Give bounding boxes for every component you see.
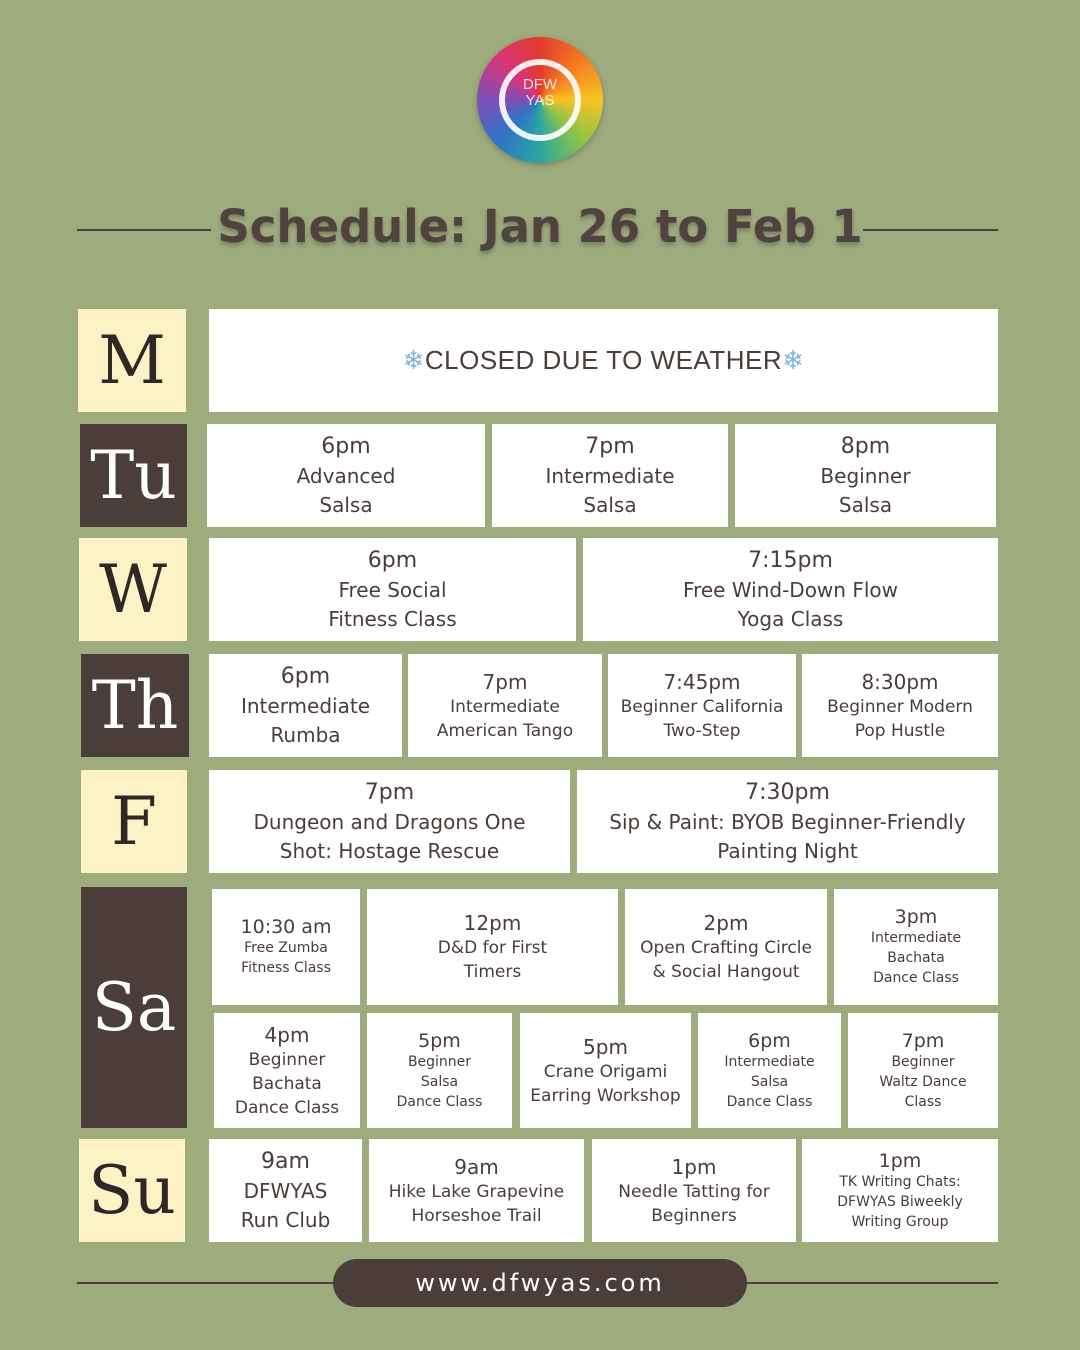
event-time: 7pm xyxy=(482,669,528,694)
event-title-line: Salsa xyxy=(838,492,893,517)
event-title-line: Writing Group xyxy=(851,1213,949,1230)
event-cell xyxy=(369,1139,584,1242)
website-link[interactable]: www.dfwyas.com xyxy=(333,1259,747,1307)
event-title-line: Beginner California xyxy=(620,696,784,717)
event-time: 8pm xyxy=(840,433,891,459)
day-label-saturday: Sa xyxy=(81,887,187,1128)
snowflake-icon: ❄ xyxy=(782,345,805,375)
event-cell xyxy=(802,1139,998,1242)
event-title-line: Intermediate xyxy=(870,930,962,946)
event-title-line: Beginner xyxy=(891,1053,955,1070)
event-title-line: & Social Hangout xyxy=(652,962,800,982)
event-cell xyxy=(209,770,570,873)
event-title-line: Intermediate xyxy=(450,696,560,717)
monday-closed-cell xyxy=(209,309,998,412)
event-title-line: Salsa xyxy=(750,1073,789,1090)
event-cell xyxy=(408,654,602,757)
event-time: 2pm xyxy=(703,911,749,935)
event-title-line: Timers xyxy=(463,962,522,982)
event-time: 7pm xyxy=(901,1029,945,1052)
event-time: 3pm xyxy=(894,906,938,928)
event-title-line: Intermediate xyxy=(545,463,675,488)
event-title-line: Salsa xyxy=(319,492,373,517)
event-time: 7:15pm xyxy=(748,547,833,573)
event-cell xyxy=(625,889,827,1005)
event-time: 7:45pm xyxy=(663,669,741,694)
event-title-line: Crane Origami xyxy=(543,1061,668,1082)
event-title-line: Salsa xyxy=(583,492,637,517)
event-title-line: Bachata xyxy=(252,1073,322,1094)
event-time: 7:30pm xyxy=(745,779,830,805)
event-time: 6pm xyxy=(367,547,418,573)
event-time: 6pm xyxy=(748,1029,791,1052)
event-title-line: Free Social xyxy=(338,577,447,602)
event-title-line: D&D for First xyxy=(437,938,548,958)
event-title-line: Yoga Class xyxy=(737,606,844,631)
event-time: 12pm xyxy=(463,911,522,935)
day-label-thursday: Th xyxy=(81,654,189,757)
event-title-line: Dance Class xyxy=(726,1093,813,1110)
event-title-line: Hike Lake Grapevine xyxy=(388,1181,565,1202)
event-title-line: Bachata xyxy=(887,950,945,966)
event-cell xyxy=(608,654,796,757)
event-time: 9am xyxy=(454,1154,499,1179)
closed-notice xyxy=(403,345,805,376)
event-cell xyxy=(207,424,485,527)
event-cell xyxy=(209,1139,362,1242)
event-title-line: Beginner xyxy=(407,1053,472,1070)
event-title-line: Class xyxy=(904,1093,942,1110)
day-label-monday: M xyxy=(78,309,186,412)
closed-text: CLOSED DUE TO WEATHER xyxy=(424,345,783,375)
event-title-line: Run Club xyxy=(240,1207,331,1232)
event-title-line: Intermediate xyxy=(240,693,371,718)
event-title-line: Intermediate xyxy=(724,1053,815,1070)
event-title-line: Horseshoe Trail xyxy=(411,1205,542,1226)
event-time: 5pm xyxy=(418,1029,461,1052)
event-title-line: Fitness Class xyxy=(241,960,331,976)
event-title-line: Beginners xyxy=(651,1205,737,1226)
event-cell xyxy=(209,654,402,757)
event-title-line: Beginner xyxy=(820,463,911,488)
event-cell xyxy=(492,424,728,527)
day-label-wednesday: W xyxy=(79,538,187,641)
event-cell xyxy=(209,538,576,641)
day-label-tuesday: Tu xyxy=(80,424,187,527)
event-cell xyxy=(592,1139,796,1242)
event-title-line: Dance Class xyxy=(234,1097,340,1118)
event-title-line: Rumba xyxy=(270,722,341,747)
event-cell xyxy=(735,424,996,527)
event-time: 1pm xyxy=(878,1149,922,1172)
event-cell xyxy=(520,1013,691,1128)
logo-text-line1: DFW xyxy=(522,76,558,93)
event-title-line: DFWYAS Biweekly xyxy=(837,1193,963,1210)
event-time: 7pm xyxy=(364,779,415,805)
event-time: 6pm xyxy=(280,663,331,689)
event-cell xyxy=(214,1013,360,1128)
event-title-line: Earring Workshop xyxy=(530,1085,681,1106)
snowflake-icon: ❄ xyxy=(402,345,425,375)
event-time: 10:30 am xyxy=(240,916,332,938)
event-title-line: Beginner Modern xyxy=(827,696,973,717)
event-time: 6pm xyxy=(321,433,371,459)
event-title-line: Salsa xyxy=(420,1073,459,1090)
event-title-line: Dance Class xyxy=(396,1093,483,1110)
event-title-line: Shot: Hostage Rescue xyxy=(279,838,500,863)
logo-text-line2: YAS xyxy=(525,92,555,109)
event-title-line: Pop Hustle xyxy=(854,720,946,741)
footer-right-divider xyxy=(743,1282,998,1284)
event-cell xyxy=(848,1013,998,1128)
event-time: 1pm xyxy=(671,1154,717,1179)
event-cell xyxy=(802,654,998,757)
event-title-line: Painting Night xyxy=(717,838,858,863)
event-title-line: American Tango xyxy=(436,720,574,741)
event-title-line: Fitness Class xyxy=(328,606,457,631)
dfwyas-logo xyxy=(477,37,603,163)
event-cell xyxy=(698,1013,841,1128)
event-title-line: Open Crafting Circle xyxy=(640,938,812,958)
event-cell xyxy=(367,889,618,1005)
event-time: 5pm xyxy=(583,1034,628,1059)
event-time: 7pm xyxy=(585,433,635,459)
event-cell xyxy=(577,770,998,873)
day-label-friday: F xyxy=(81,770,187,873)
footer-left-divider xyxy=(77,1282,337,1284)
event-cell xyxy=(583,538,998,641)
event-title-line: Free Zumba xyxy=(244,940,328,956)
event-title-line: Free Wind-Down Flow xyxy=(683,577,898,602)
day-label-sunday: Su xyxy=(79,1139,185,1242)
event-title-line: Waltz Dance xyxy=(879,1073,967,1090)
event-title-line: Two-Step xyxy=(663,720,741,741)
event-time: 9am xyxy=(261,1148,310,1174)
event-time: 8:30pm xyxy=(861,669,939,694)
event-title-line: Dance Class xyxy=(873,970,959,986)
event-time: 4pm xyxy=(264,1022,310,1047)
event-title-line: TK Writing Chats: xyxy=(839,1173,961,1190)
event-title-line: Advanced xyxy=(296,463,396,488)
event-title-line: Beginner xyxy=(248,1049,326,1070)
event-cell xyxy=(834,889,998,1005)
event-cell xyxy=(367,1013,512,1128)
event-cell xyxy=(212,889,360,1005)
event-title-line: Dungeon and Dragons One xyxy=(253,809,526,834)
event-title-line: Needle Tatting for xyxy=(618,1181,770,1202)
event-title-line: Sip & Paint: BYOB Beginner-Friendly xyxy=(609,809,966,834)
event-title-line: DFWYAS xyxy=(243,1178,328,1203)
logo-text xyxy=(477,77,603,109)
page-title: Schedule: Jan 26 to Feb 1 xyxy=(217,200,863,253)
